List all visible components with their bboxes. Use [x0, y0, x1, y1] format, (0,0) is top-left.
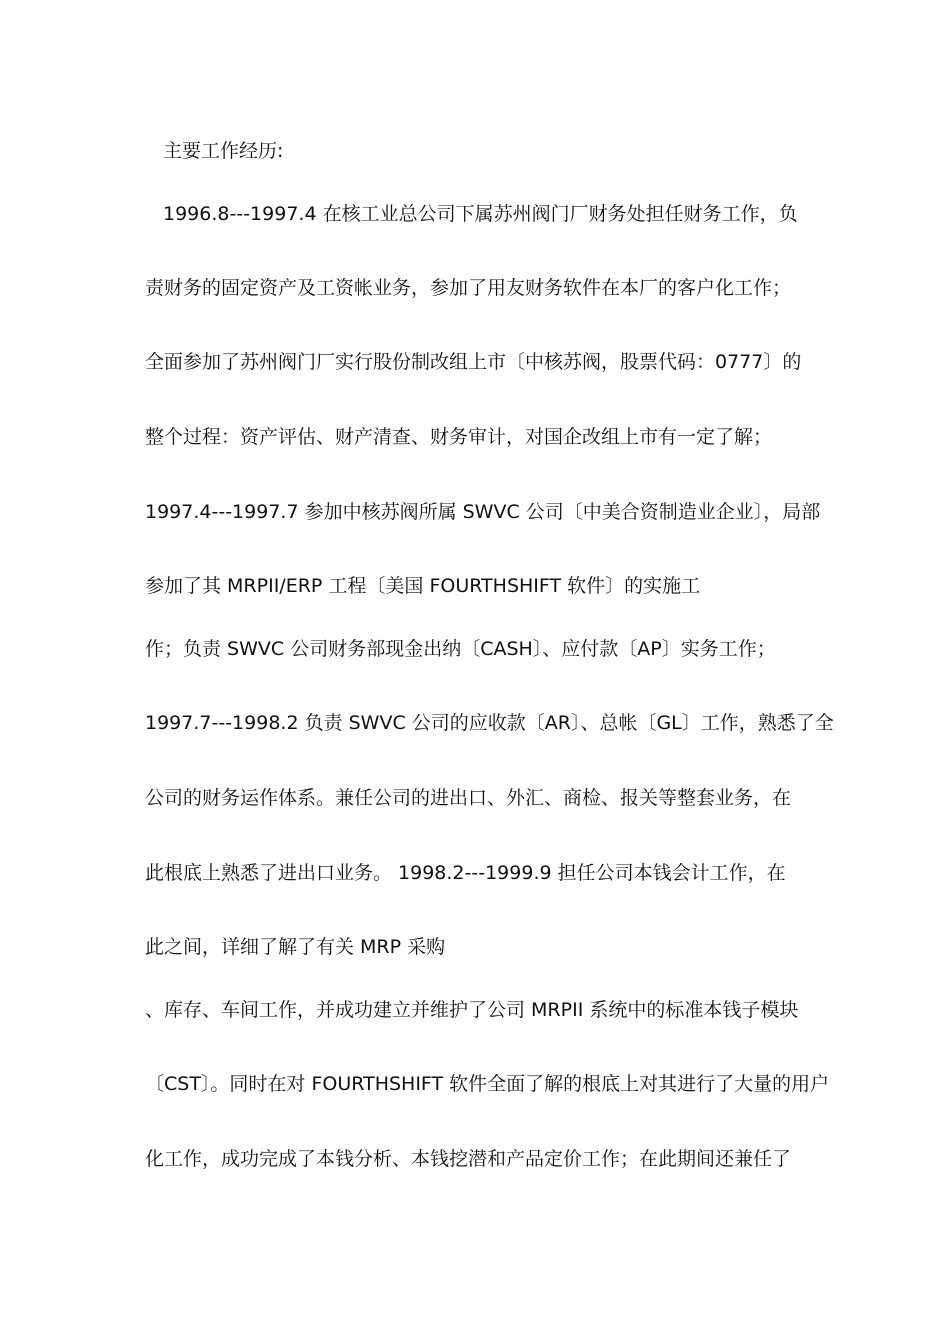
text-line: 责财务的固定资产及工资帐业务，参加了用友财务软件在本厂的客户化工作； — [145, 277, 792, 299]
text-line: 参加了其 MRPII/ERP 工程〔美国 FOURTHSHIFT 软件〕的实施工 — [145, 575, 701, 597]
text-line: 1996.8---1997.4 在核工业总公司下属苏州阀门厂财务处担任财务工作，负 — [163, 203, 798, 225]
section-heading: 主要工作经历: — [163, 140, 284, 162]
text-line: 化工作，成功完成了本钱分析、本钱挖潜和产品定价工作；在此期间还兼任了 — [145, 1148, 792, 1170]
text-line: 此之间，详细了解了有关 MRP 采购 — [145, 936, 446, 958]
text-line: 1997.4---1997.7 参加中核苏阀所属 SWVC 公司〔中美合资制造业企业〕，局部 — [145, 501, 821, 523]
text-line: 1997.7---1998.2 负责 SWVC 公司的应收款〔AR〕、总帐〔GL〕工作，熟悉了全 — [145, 712, 834, 734]
text-line: 全面参加了苏州阀门厂实行股份制改组上市〔中核苏阀，股票代码：0777〕的 — [145, 351, 802, 373]
text-line: 此根底上熟悉了进出口业务。 1998.2---1999.9 担任公司本钱会计工作，在 — [145, 862, 786, 884]
text-line: 整个过程：资产评估、财产清查、财务审计，对国企改组上市有一定了解； — [145, 426, 773, 448]
text-line: 公司的财务运作体系。兼任公司的进出口、外汇、商检、报关等整套业务，在 — [145, 787, 792, 809]
text-line: 、库存、车间工作，并成功建立并维护了公司 MRPII 系统中的标准本钱子模块 — [145, 999, 799, 1021]
text-line: 〔CST〕。同时在对 FOURTHSHIFT 软件全面了解的根底上对其进行了大量的用户 — [145, 1073, 830, 1095]
text-line: 作；负责 SWVC 公司财务部现金出纳〔CASH〕、应付款〔AP〕实务工作； — [145, 638, 776, 660]
